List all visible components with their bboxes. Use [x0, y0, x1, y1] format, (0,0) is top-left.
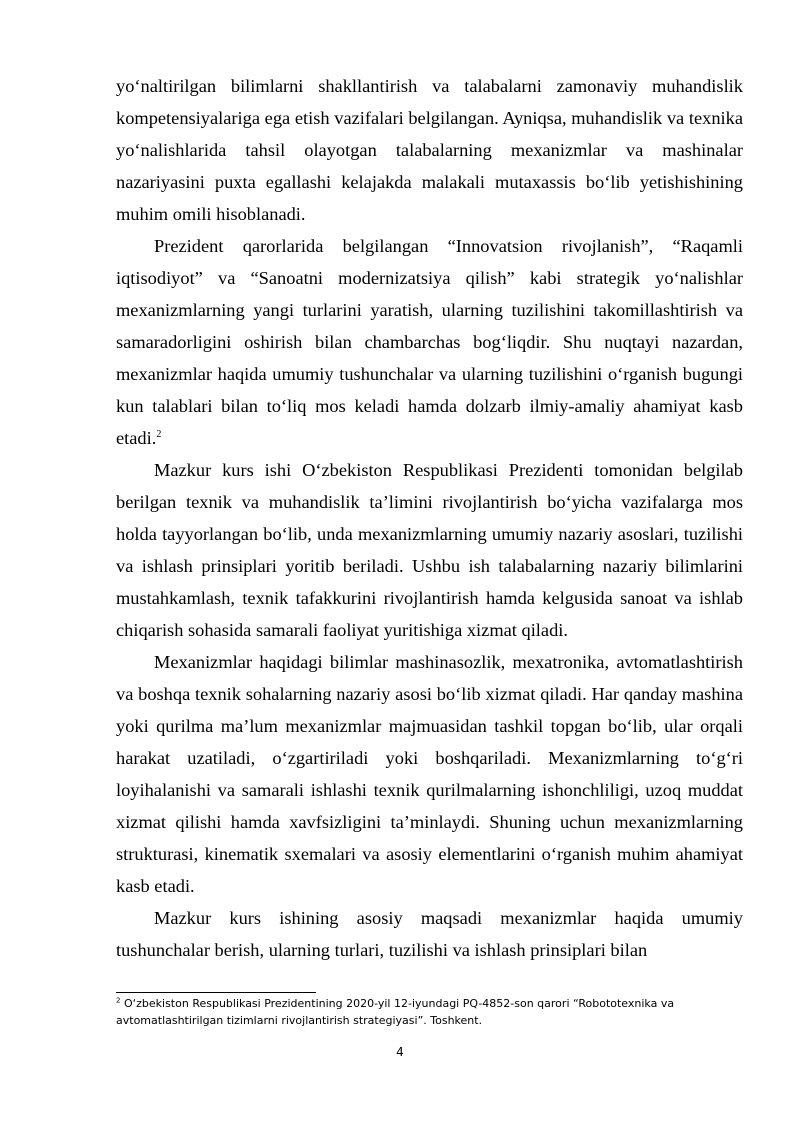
paragraph-1: yo‘naltirilgan bilimlarni shakllantirish va talabalarni zamonaviy muhandislik kompetensiyalariga ega etish vazifalari belgilangan. Ayniqsa, muhandislik va texnika yo‘nalishlarida tahsil olayotgan talabalarning mexanizmlar va mashinalar nazariyasini puxta egallashi kelajakda malakali mutaxassis bo‘lib yetishishining muhim omili hisoblanadi.	[116, 76, 743, 224]
footnote-separator	[116, 992, 316, 993]
body-text	[116, 70, 743, 966]
footnote-number: 2	[116, 996, 121, 1005]
paragraph-2-text: Prezident qarorlarida belgilangan “Innovatsion rivojlanish”, “Raqamli iqtisodiyot” va “Sanoatni modernizatsiya qilish” kabi strategik yo‘nalishlar mexanizmlarning yangi turlarini yaratish, ularning tuzilishini takomillashtirish va samaradorligini oshirish bilan chambarchas bog‘liqdir. Shu nuqtayi nazardan, mexanizmlar haqida umumiy tushunchalar va ularning tuzilishini o‘rganish bugungi kun talablari bilan to‘liq mos keladi hamda dolzarb ilmiy-amaliy ahamiyat kasb etadi.	[116, 236, 743, 448]
paragraph-2	[116, 230, 743, 454]
page-number: 4	[396, 1045, 404, 1059]
footnote	[116, 995, 743, 1029]
footnote-text: O‘zbekiston Respublikasi Prezidentining 2020-yil 12-iyundagi PQ-4852-son qarori “Robototexnika va avtomatlashtirilgan tizimlarni rivojlantirish strategiyasi”. Toshkent.	[116, 997, 675, 1027]
paragraph-5: Mazkur kurs ishining asosiy maqsadi mexanizmlar haqida umumiy tushunchalar berish, ularning turlari, tuzilishi va ishlash prinsiplari bilan	[116, 908, 743, 960]
paragraph-4: Mexanizmlar haqidagi bilimlar mashinasozlik, mexatronika, avtomatlashtirish va boshqa texnik sohalarning nazariy asosi bo‘lib xizmat qiladi. Har qanday mashina yoki qurilma ma’lum mexanizmlar majmuasidan tashkil topgan bo‘lib, ular orqali harakat uzatiladi, o‘zgartiriladi yoki boshqariladi. Mexanizmlarning to‘g‘ri loyihalanishi va samarali ishlashi texnik qurilmalarning ishonchliligi, uzoq muddat xizmat qilishi hamda xavfsizligini ta’minlaydi. Shuning uchun mexanizmlarning strukturasi, kinematik sxemalari va asosiy elementlarini o‘rganish muhim ahamiyat kasb etadi.	[116, 652, 743, 896]
paragraph-3: Mazkur kurs ishi O‘zbekiston Respublikasi Prezidenti tomonidan belgilab berilgan texnik va muhandislik ta’limini rivojlantirish bo‘yicha vazifalarga mos holda tayyorlangan bo‘lib, unda mexanizmlarning umumiy nazariy asoslari, tuzilishi va ishlash prinsiplari yoritib beriladi. Ushbu ish talabalarning nazariy bilimlarini mustahkamlash, texnik tafakkurini rivojlantirish hamda kelgusida sanoat va ishlab chiqarish sohasida samarali faoliyat yuritishiga xizmat qiladi.	[116, 460, 743, 640]
footnote-reference[interactable]: 2	[156, 428, 162, 440]
